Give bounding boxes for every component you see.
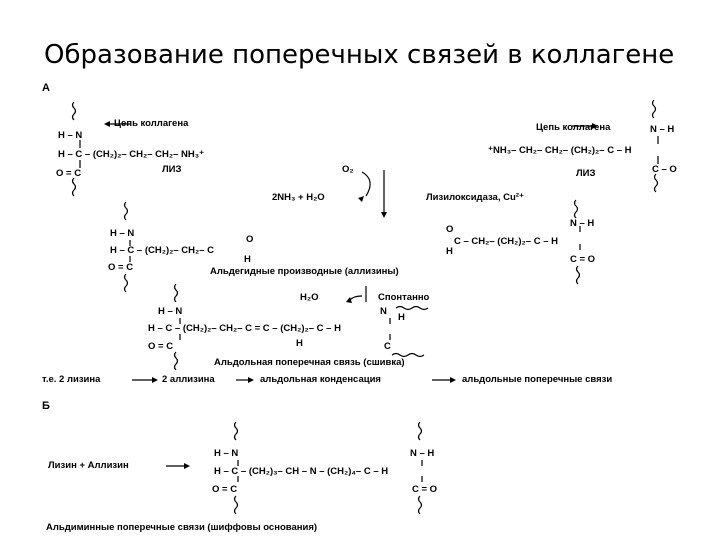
ally-right-nh: N – H (570, 218, 595, 229)
aldimine-reactants: Лизин + Аллизин (48, 460, 129, 471)
aldimine-label: Альдиминные поперечные связи (шиффовы основания) (46, 522, 318, 533)
summary-mid2: альдольная конденсация (260, 374, 381, 385)
reaction1-o2: O₂ (342, 164, 354, 175)
wavy-chain-ald-left-top (235, 422, 238, 440)
summary-end: альдольные поперечные связи (462, 374, 613, 385)
aldol-n-right: N (380, 306, 387, 317)
ally-right-o: O (446, 224, 454, 235)
aldimine-nh-right: N – H (410, 448, 435, 459)
lys-right-co: C – O (652, 164, 677, 175)
reaction1-enzyme: Лизилоксидаза, Cu²⁺ (426, 192, 524, 203)
aldol-c-right: C (384, 341, 391, 352)
wavy-chain-aldol-right (396, 307, 428, 310)
ally-right-chain: C – CH₂– (CH₂)₂– C – H (454, 236, 558, 247)
wavy-chain-ally-right-bottom (577, 266, 580, 284)
wavy-chain-lys-left-top (73, 102, 76, 120)
aldol-label: Альдольная поперечная связь (сшивка) (214, 357, 405, 368)
aldol-co-left: O = C (148, 341, 174, 352)
wavy-chain-lys-left-bottom (73, 178, 76, 196)
aldimine-co-right: C = O (412, 484, 438, 495)
lys-left-co: O = C (56, 168, 82, 179)
ally-left-h: H (244, 254, 251, 265)
lys-left-chain: H – C – (CH₂)₂– CH₂– CH₂– NH₃⁺ (58, 149, 205, 160)
ally-left-nh: H – N (110, 228, 135, 239)
reaction2-spontaneous: Спонтанно (378, 292, 430, 303)
wavy-chain-ally-left-top (125, 202, 128, 220)
aldol-h-right: H (398, 312, 405, 323)
reaction1-products: 2NH₃ + H₂O (272, 192, 325, 203)
summary-prefix: т.е. 2 лизина (42, 374, 101, 385)
lys-left-nh: H – N (58, 130, 83, 141)
ally-right-h: H (446, 246, 453, 257)
lys-left-abbr: ЛИЗ (162, 164, 182, 175)
wavy-chain-ald-right-bottom (419, 496, 422, 514)
aldehyde-label: Альдегидные производные (аллизины) (210, 266, 399, 277)
aldimine-nh-left: H – N (214, 448, 239, 459)
wavy-chain-aldol-left-bottom (175, 352, 178, 370)
aldimine-co-left: O = C (212, 484, 238, 495)
aldol-chain: H – C – (CH₂)₂– CH₂– C = C – (CH₂)₂– C – H (148, 323, 341, 334)
aldol-h-mid: H (296, 338, 303, 349)
section-a-label: А (42, 82, 50, 94)
lys-right-chain: ⁺NH₃– CH₂– CH₂– (CH₂)₂– C – H (488, 145, 632, 156)
aldimine-chain: H – C – (CH₂)₃– CH – N – (CH₂)₄– C – H (214, 466, 389, 477)
wavy-chain-ald-left-bottom (235, 496, 238, 514)
wavy-chain-ally-right-top (575, 200, 578, 218)
lys-right-abbr: ЛИЗ (576, 168, 596, 179)
lys-left-chain-label: Цепь коллагена (114, 118, 189, 129)
ally-left-co: O = C (108, 262, 134, 273)
wavy-chain-lys-right-top (653, 100, 656, 118)
aldol-nh-left: H – N (158, 306, 183, 317)
ally-right-co: C = O (570, 254, 596, 265)
lys-right-nh: N – H (650, 124, 675, 135)
ally-left-o: O (246, 234, 254, 245)
section-b-label: Б (42, 400, 50, 412)
wavy-chain-ally-left-bottom (125, 274, 128, 292)
wavy-chain-lys-right-bottom (655, 174, 658, 192)
ally-left-chain: H – C – (CH₂)₂– CH₂– C (110, 245, 214, 256)
wavy-chain-ald-right-top (419, 422, 422, 440)
wavy-chain-aldol-left-top (175, 284, 178, 302)
reaction2-water: H₂O (300, 292, 319, 303)
lys-right-chain-label: Цепь коллагена (536, 122, 611, 133)
summary-mid1: 2 аллизина (162, 374, 215, 385)
page-title: Образование поперечных связей в коллагене (44, 40, 675, 70)
